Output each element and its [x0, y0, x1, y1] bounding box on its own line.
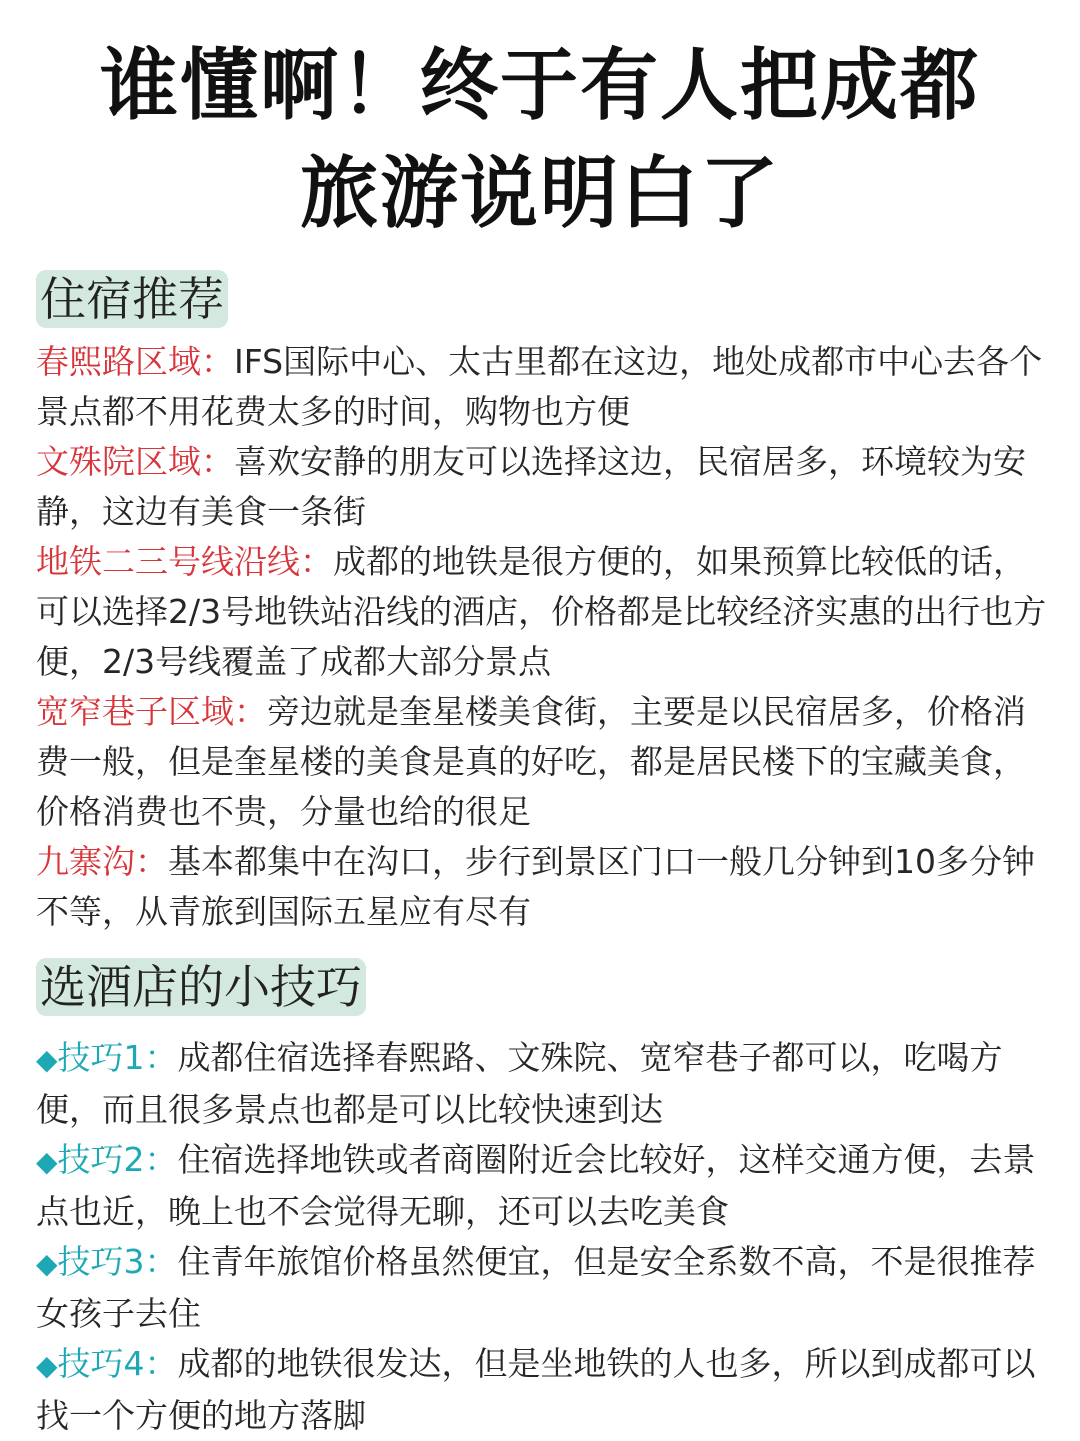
diamond-bullet-icon: ◆: [36, 1349, 58, 1382]
accommodation-item-metro: [36, 537, 1048, 687]
accommodation-item-chunxi: [36, 337, 1048, 437]
tip-text: 成都的地铁很发达，但是坐地铁的人也多，所以到成都可以找一个方便的地方落脚: [36, 1344, 1036, 1435]
diamond-bullet-icon: ◆: [36, 1247, 58, 1280]
title-line-1: 谁懂啊！终于有人把成都: [99, 41, 980, 131]
accommodation-text: 喜欢安静的朋友可以选择这边，民宿居多，环境较为安静，这边有美食一条街: [36, 442, 1026, 531]
tip-item-2: [36, 1135, 1048, 1237]
accommodation-item-kuanzhai: [36, 687, 1048, 837]
accommodation-text: 基本都集中在沟口，步行到景区门口一般几分钟到10多分钟不等，从青旅到国际五星应有尽有: [36, 842, 1035, 931]
accommodation-list: [36, 337, 1048, 937]
accommodation-item-jiuzhaigou: [36, 837, 1048, 937]
page-title: [0, 32, 1080, 248]
diamond-bullet-icon: ◆: [36, 1043, 58, 1076]
accommodation-label: 春熙路区域：: [36, 342, 234, 381]
tip-label: 技巧1：: [57, 1038, 178, 1077]
tip-text: 成都住宿选择春熙路、文殊院、宽窄巷子都可以，吃喝方便，而且很多景点也都是可以比较快速到达: [36, 1038, 1003, 1129]
tip-label: 技巧3：: [57, 1242, 178, 1281]
tip-text: 住青年旅馆价格虽然便宜，但是安全系数不高，不是很推荐女孩子去住: [36, 1242, 1036, 1333]
tip-item-4: [36, 1339, 1048, 1441]
accommodation-label: 地铁二三号线沿线：: [36, 542, 333, 581]
accommodation-label: 宽窄巷子区域：: [36, 692, 267, 731]
tips-list: [36, 1033, 1048, 1441]
accommodation-item-wenshu: [36, 437, 1048, 537]
tip-item-1: [36, 1033, 1048, 1135]
tip-label: 技巧4：: [57, 1344, 178, 1383]
accommodation-text: 旁边就是奎星楼美食街，主要是以民宿居多，价格消费一般，但是奎星楼的美食是真的好吃，都是居民楼下的宝藏美食，价格消费也不贵，分量也给的很足: [36, 692, 1026, 831]
tip-text: 住宿选择地铁或者商圈附近会比较好，这样交通方便，去景点也近，晚上也不会觉得无聊，还可以去吃美食: [36, 1140, 1036, 1231]
accommodation-label: 文殊院区域：: [36, 442, 234, 481]
diamond-bullet-icon: ◆: [36, 1145, 58, 1178]
accommodation-text: IFS国际中心、太古里都在这边，地处成都市中心去各个景点都不用花费太多的时间，购物也方便: [36, 342, 1043, 431]
accommodation-text: 成都的地铁是很方便的，如果预算比较低的话，可以选择2/3号地铁站沿线的酒店，价格都是比较经济实惠的出行也方便，2/3号线覆盖了成都大部分景点: [36, 542, 1047, 681]
title-line-2: 旅游说明白了: [299, 149, 780, 239]
accommodation-heading: 住宿推荐: [36, 270, 228, 328]
tip-item-3: [36, 1237, 1048, 1339]
tips-heading: 选酒店的小技巧: [36, 958, 366, 1016]
tip-label: 技巧2：: [57, 1140, 178, 1179]
accommodation-label: 九寨沟：: [36, 842, 168, 881]
